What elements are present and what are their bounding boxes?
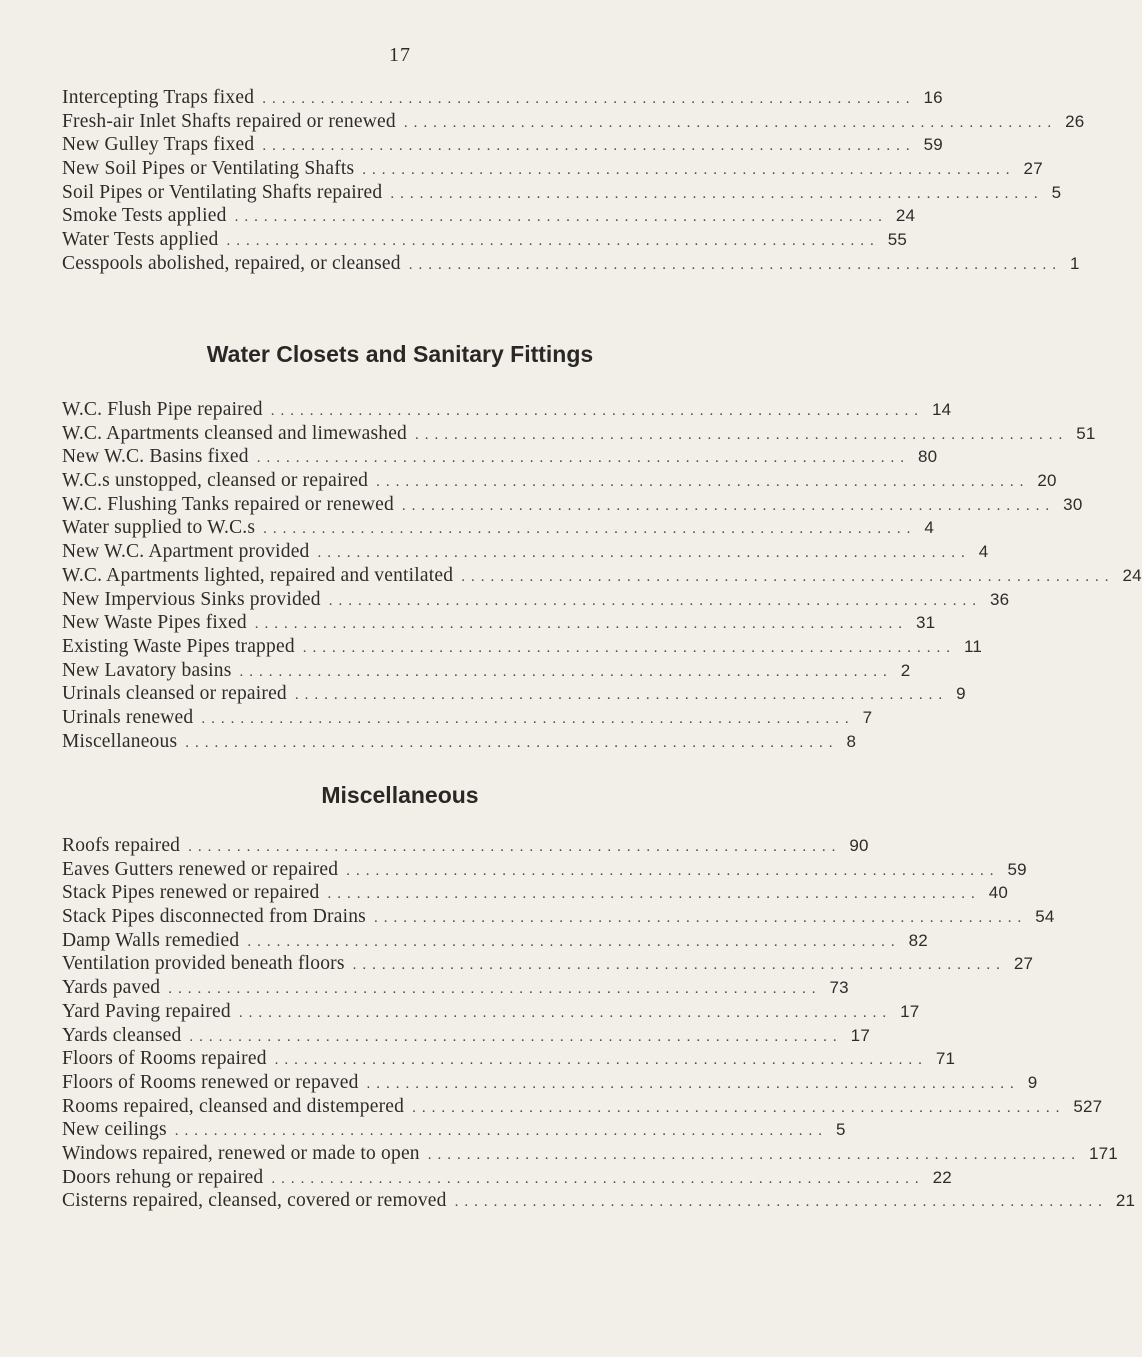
row-value: 14 <box>931 400 952 419</box>
leader-dots: ................................................................... <box>188 839 842 855</box>
row-label: New Impervious Sinks provided <box>62 588 321 610</box>
row-value: 5 <box>1051 182 1062 202</box>
table-row <box>62 1047 956 1071</box>
row-value: 31 <box>916 613 936 633</box>
row-value: 26 <box>1065 111 1085 131</box>
table-row <box>62 881 1008 905</box>
row-value: 4 <box>924 518 935 538</box>
section-heading-water-closets: Water Closets and Sanitary Fittings <box>206 341 594 367</box>
table-row <box>62 204 916 228</box>
row-label: New W.C. Apartment provided <box>62 541 310 563</box>
row-label: Stack Pipes disconnected from Drains <box>62 906 366 928</box>
table-row <box>62 659 911 683</box>
leader-dots: ................................................................... <box>403 114 1058 131</box>
leader-dots: ................................................................... <box>185 734 839 751</box>
table-row <box>62 516 935 540</box>
leader-dots: ................................................................... <box>412 1099 1066 1116</box>
row-value: 4 <box>978 542 989 562</box>
table-row <box>62 252 1080 276</box>
leader-dots: ................................................................... <box>376 474 1030 491</box>
row-label: Rooms repaired, cleansed and distempered <box>62 1095 405 1117</box>
row-value: 20 <box>1037 471 1057 491</box>
leader-dots: ................................................................... <box>362 162 1016 179</box>
table-row <box>62 398 952 422</box>
row-value: 7 <box>862 707 873 727</box>
leader-dots: ................................................................... <box>270 403 924 419</box>
table-row <box>62 1142 1118 1166</box>
row-label: W.C. Apartments cleansed and limewashed <box>62 422 407 444</box>
table-row <box>62 422 1096 446</box>
table-row <box>62 1166 952 1190</box>
row-label: Cesspools abolished, repaired, or cleansed <box>62 252 401 274</box>
leader-dots: ................................................................... <box>461 568 1115 585</box>
row-label: Ventilation provided beneath floors <box>62 953 345 975</box>
table-row <box>62 469 1057 493</box>
row-label: Yard Paving repaired <box>62 1000 231 1022</box>
leader-dots: ................................................................... <box>352 957 1006 974</box>
row-value: 55 <box>887 230 908 250</box>
row-value: 16 <box>923 88 943 107</box>
leader-dots: ................................................................... <box>174 1123 828 1140</box>
table-row <box>62 157 1043 181</box>
row-value: 40 <box>988 883 1008 903</box>
table-row <box>62 730 857 754</box>
table-row <box>62 635 983 659</box>
row-value: 2 <box>900 660 911 680</box>
row-label: Miscellaneous <box>62 730 178 752</box>
row-label: New Gulley Traps fixed <box>62 134 255 156</box>
leader-dots: ................................................................... <box>390 185 1044 202</box>
water-closets-section <box>62 398 1142 753</box>
row-label: Intercepting Traps fixed <box>62 87 255 108</box>
row-label: Smoke Tests applied <box>62 205 227 227</box>
leader-dots: ................................................................... <box>234 209 888 226</box>
miscellaneous-section <box>62 834 1136 1213</box>
row-label: Urinals renewed <box>62 706 194 728</box>
leader-dots: ................................................................... <box>346 862 1000 879</box>
row-label: New ceilings <box>62 1119 167 1141</box>
row-value: 17 <box>900 1001 920 1021</box>
leader-dots: ................................................................... <box>254 616 909 633</box>
row-value: 9 <box>956 684 966 704</box>
row-value: 5 <box>836 1120 846 1140</box>
row-label: W.C. Apartments lighted, repaired and ventilated <box>62 564 454 586</box>
table-row <box>62 564 1142 588</box>
leader-dots: ................................................................... <box>262 138 916 155</box>
row-value: 8 <box>846 731 857 751</box>
leader-dots: ................................................................... <box>274 1052 928 1069</box>
row-value: 1 <box>1069 253 1080 273</box>
leader-dots: ................................................................... <box>427 1146 1081 1163</box>
leader-dots: ................................................................... <box>256 450 910 467</box>
row-label: W.C. Flushing Tanks repaired or renewed <box>62 493 394 515</box>
table-row <box>62 905 1055 929</box>
row-label: Soil Pipes or Ventilating Shafts repaired <box>62 181 383 203</box>
table-row <box>62 493 1083 517</box>
row-label: Damp Walls remedied <box>62 929 240 951</box>
leader-dots: ................................................................... <box>408 256 1062 273</box>
table-row <box>62 445 938 469</box>
row-label: Water Tests applied <box>62 229 219 251</box>
table-row <box>62 110 1085 134</box>
leader-dots: ................................................................... <box>327 886 981 903</box>
row-label: Yards paved <box>62 977 161 999</box>
row-value: 11 <box>964 636 983 656</box>
row-value: 51 <box>1076 423 1096 443</box>
row-label: Doors rehung or repaired <box>62 1166 264 1188</box>
leader-dots: ................................................................... <box>294 687 949 704</box>
row-value: 27 <box>1013 954 1034 974</box>
row-value: 80 <box>918 447 938 467</box>
row-label: Eaves Gutters renewed or repaired <box>62 858 339 880</box>
table-row <box>62 86 943 110</box>
row-value: 82 <box>908 930 928 950</box>
row-value: 9 <box>1027 1072 1038 1092</box>
row-value: 17 <box>850 1025 870 1045</box>
row-value: 36 <box>989 589 1010 609</box>
leader-dots: ................................................................... <box>271 1170 925 1187</box>
row-value: 59 <box>1007 859 1027 879</box>
table-row <box>62 540 989 564</box>
table-row <box>62 1095 1103 1119</box>
table-row <box>62 834 869 858</box>
row-value: 54 <box>1035 907 1055 927</box>
row-value: 171 <box>1089 1143 1118 1163</box>
table-row <box>62 929 928 953</box>
row-label: Roofs repaired <box>62 835 181 856</box>
leader-dots: ................................................................... <box>366 1075 1020 1092</box>
row-value: 27 <box>1023 159 1043 179</box>
leader-dots: ................................................................... <box>201 710 855 727</box>
row-label: Urinals cleansed or repaired <box>62 683 287 705</box>
table-row <box>62 1071 1038 1095</box>
row-label: New Waste Pipes fixed <box>62 612 247 634</box>
table-row <box>62 1189 1136 1213</box>
table-row <box>62 133 943 157</box>
row-value: 71 <box>935 1049 956 1069</box>
leader-dots: ................................................................... <box>317 545 971 562</box>
leader-dots: ................................................................... <box>302 639 957 656</box>
table-row <box>62 181 1062 205</box>
row-label: Existing Waste Pipes trapped <box>62 635 295 657</box>
table-row <box>62 228 908 252</box>
row-label: Stack Pipes renewed or repaired <box>62 882 320 904</box>
row-label: Floors of Rooms repaired <box>62 1048 267 1070</box>
table-row <box>62 858 1027 882</box>
leader-dots: ................................................................... <box>454 1194 1108 1211</box>
leader-dots: ................................................................... <box>401 497 1056 514</box>
row-label: Water supplied to W.C.s <box>62 517 256 539</box>
page-number: 17 <box>389 44 411 66</box>
leader-dots: ................................................................... <box>239 663 893 680</box>
leader-dots: ................................................................... <box>168 981 822 998</box>
row-label: W.C.s unstopped, cleansed or repaired <box>62 470 369 492</box>
section-heading-miscellaneous: Miscellaneous <box>321 782 479 808</box>
row-value: 22 <box>932 1167 952 1187</box>
row-value: 90 <box>849 836 869 855</box>
row-value: 24 <box>1122 565 1142 585</box>
row-value: 59 <box>923 135 943 155</box>
row-label: New Soil Pipes or Ventilating Shafts <box>62 158 355 180</box>
table-row <box>62 1000 920 1024</box>
row-value: 73 <box>829 978 849 998</box>
leader-dots: ................................................................... <box>226 233 880 250</box>
leader-dots: ................................................................... <box>373 910 1028 927</box>
leader-dots: ................................................................... <box>189 1028 843 1045</box>
row-value: 24 <box>895 206 916 226</box>
table-row <box>62 682 966 706</box>
leader-dots: ................................................................... <box>415 426 1069 443</box>
table-row <box>62 1118 846 1142</box>
row-label: Fresh-air Inlet Shafts repaired or renewed <box>62 110 396 132</box>
row-label: New W.C. Basins fixed <box>62 446 249 468</box>
table-row <box>62 588 1010 612</box>
row-label: Cisterns repaired, cleansed, covered or removed <box>62 1190 447 1212</box>
table-row <box>62 952 1034 976</box>
leader-dots: ................................................................... <box>262 91 916 107</box>
row-label: New Lavatory basins <box>62 659 232 681</box>
leader-dots: ................................................................... <box>238 1004 893 1021</box>
row-value: 21 <box>1115 1191 1136 1211</box>
table-row <box>62 706 873 730</box>
row-label: Floors of Rooms renewed or repaved <box>62 1071 359 1093</box>
table-row <box>62 611 936 635</box>
row-label: W.C. Flush Pipe repaired <box>62 399 263 420</box>
leader-dots: ................................................................... <box>263 521 917 538</box>
row-label: Windows repaired, renewed or made to open <box>62 1142 420 1164</box>
table-row <box>62 976 849 1000</box>
row-value: 527 <box>1073 1096 1103 1116</box>
row-value: 30 <box>1063 494 1083 514</box>
leader-dots: ................................................................... <box>247 933 901 950</box>
row-label: Yards cleansed <box>62 1024 182 1046</box>
drainage-section <box>62 86 1085 276</box>
leader-dots: ................................................................... <box>328 592 982 609</box>
table-row <box>62 1024 870 1048</box>
